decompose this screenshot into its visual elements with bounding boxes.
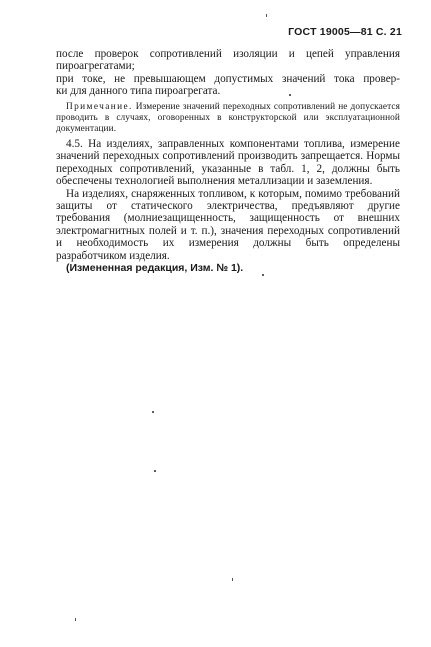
scan-speck — [266, 14, 267, 17]
scan-speck — [262, 274, 264, 276]
scan-speck — [152, 411, 154, 413]
block1-line2: пироагрегатами; — [56, 60, 135, 73]
scan-speck — [289, 94, 291, 96]
scan-speck — [75, 618, 76, 621]
block1-line3: при токе, не превышающем допустимых значений тока провер- — [56, 72, 400, 85]
section-4-5-paragraph-2: На изделиях, снаряженных топливом, к которым, помимо требований защиты от статического электричества, предъявляют другие требования (молниезащищенность, защищенность от внешних электромагнитных полей и т. п.), значения переходных сопротивлений и необходимость их измерения должны быть определены разработчиком изделия. — [56, 187, 400, 262]
block1-line1: после проверок сопротивлений изоляции и цепей управления — [56, 48, 400, 60]
note-text: Измерение значений переходных сопротивлений не допускается проводить в случаях, оговоренных в конструкторской или эксплуатационной документации. — [56, 102, 400, 134]
running-head: ГОСТ 19005—81 С. 21 — [288, 26, 402, 38]
section-4-5 — [56, 138, 400, 274]
scan-speck — [232, 578, 233, 581]
note-label: Примечание. — [66, 102, 133, 112]
scan-speck — [154, 470, 156, 472]
note-block — [56, 102, 400, 135]
section-4-5-paragraph-1: 4.5. На изделиях, заправленных компонентами топлива, измерение значений переходных сопротивлений производить запрещается. Нормы переходных сопротивлений, указанные в табл. 1, 2, должны быть обеспечены технологией выполнения металлизации и заземления. — [56, 138, 400, 188]
block1-line4: ки для данного типа пироагрегата. — [56, 85, 221, 98]
amendment-note: (Измененная редакция, Изм. № 1). — [66, 262, 244, 275]
intro-block — [56, 48, 400, 98]
